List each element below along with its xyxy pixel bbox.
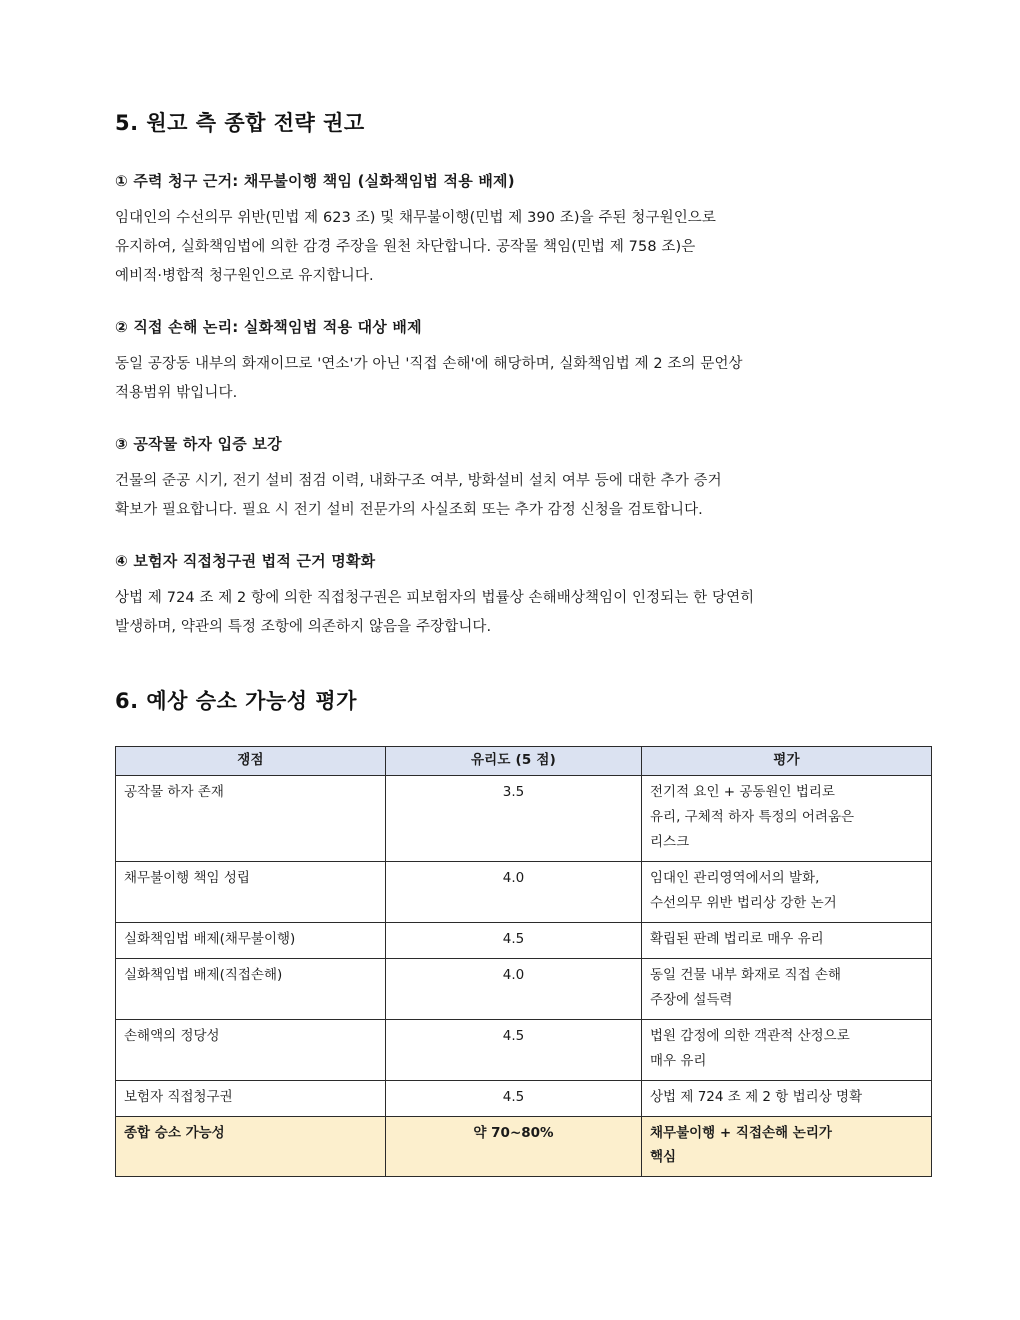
strategy-item-1-text [115,204,915,291]
cell-issue: 보험자 직접청구권 [116,1080,386,1116]
paragraph-line: 동일 공장동 내부의 화재이므로 '연소'가 아닌 '직접 손해'에 해당하며, 실화책임법 제 2 조의 문언상 [115,356,743,373]
cell-score: 4.0 [386,861,642,922]
table-row [116,775,932,861]
cell-evaluation [642,922,932,958]
cell-issue: 실화책임법 배제(채무불이행) [116,922,386,958]
paragraph-line: 적용범위 밖입니다. [115,385,238,402]
cell-issue: 손해액의 정당성 [116,1019,386,1080]
evaluation-line: 매우 유리 [650,1052,707,1069]
evaluation-line: 상법 제 724 조 제 2 항 법리상 명확 [650,1088,863,1105]
strategy-item-2-title: ② 직접 손해 논리: 실화책임법 적용 대상 배제 [115,318,422,337]
table-row [116,922,932,958]
strategy-item-3 [115,434,930,525]
cell-issue: 공작물 하자 존재 [116,775,386,861]
paragraph-line: 임대인의 수선의무 위반(민법 제 623 조) 및 채무불이행(민법 제 390 조)을 주된 청구원인으로 [115,210,717,227]
cell-evaluation [642,958,932,1019]
column-header-score: 유리도 (5 점) [386,746,642,775]
win-probability-table [115,746,932,1178]
cell-score: 3.5 [386,775,642,861]
strategy-item-2 [115,317,930,408]
table-body [116,775,932,1177]
evaluation-line: 리스크 [650,833,690,850]
evaluation-line: 유리, 구체적 하자 특정의 어려움은 [650,808,855,825]
paragraph-line: 상법 제 724 조 제 2 항에 의한 직접청구권은 피보험자의 법률상 손해배상책임이 인정되는 한 당연히 [115,590,755,607]
evaluation-line: 법원 감정에 의한 객관적 산정으로 [650,1027,850,1044]
cell-evaluation [642,1019,932,1080]
cell-evaluation [642,1116,932,1177]
paragraph-line: 건물의 준공 시기, 전기 설비 점검 이력, 내화구조 여부, 방화설비 설치 여부 등에 대한 추가 증거 [115,473,722,490]
evaluation-line: 동일 건물 내부 화재로 직접 손해 [650,966,841,983]
evaluation-line: 채무불이행 + 직접손해 논리가 [650,1124,832,1141]
paragraph-line: 유지하여, 실화책임법에 의한 감경 주장을 원천 차단합니다. 공작물 책임(민법 제 758 조)은 [115,239,696,256]
evaluation-line: 핵심 [650,1149,677,1166]
table-row [116,958,932,1019]
cell-issue: 종합 승소 가능성 [116,1116,386,1177]
strategy-item-3-title: ③ 공작물 하자 입증 보강 [115,435,282,454]
table-header-row [116,746,932,775]
table-row [116,1080,932,1116]
cell-evaluation [642,775,932,861]
table-row-total [116,1116,932,1177]
cell-issue: 채무불이행 책임 성립 [116,861,386,922]
cell-evaluation [642,861,932,922]
cell-score: 4.0 [386,958,642,1019]
paragraph-line: 확보가 필요합니다. 필요 시 전기 설비 전문가의 사실조회 또는 추가 감정 신청을 검토합니다. [115,502,703,519]
evaluation-line: 전기적 요인 + 공동원인 법리로 [650,783,835,800]
column-header-evaluation: 평가 [642,746,932,775]
section-5-body [115,171,930,642]
strategy-item-3-text [115,467,915,525]
strategy-item-1 [115,171,930,291]
column-header-issue: 쟁점 [116,746,386,775]
cell-evaluation [642,1080,932,1116]
cell-score: 약 70~80% [386,1116,642,1177]
strategy-item-4 [115,551,930,642]
evaluation-line: 확립된 판례 법리로 매우 유리 [650,930,824,947]
paragraph-line: 예비적·병합적 청구원인으로 유지합니다. [115,268,374,285]
table-row [116,1019,932,1080]
cell-score: 4.5 [386,922,642,958]
table-row [116,861,932,922]
paragraph-line: 발생하며, 약관의 특정 조항에 의존하지 않음을 주장합니다. [115,619,492,636]
cell-score: 4.5 [386,1019,642,1080]
section-6-heading: 6. 예상 승소 가능성 평가 [115,689,357,714]
evaluation-line: 수선의무 위반 법리상 강한 논거 [650,894,837,911]
section-5-heading: 5. 원고 측 종합 전략 권고 [115,111,365,135]
strategy-item-2-text [115,350,915,408]
cell-issue: 실화책임법 배제(직접손해) [116,958,386,1019]
strategy-item-1-title: ① 주력 청구 근거: 채무불이행 책임 (실화책임법 적용 배제) [115,172,515,191]
strategy-item-4-title: ④ 보험자 직접청구권 법적 근거 명확화 [115,552,376,571]
strategy-item-4-text [115,584,915,642]
evaluation-line: 주장에 설득력 [650,991,733,1008]
evaluation-line: 임대인 관리영역에서의 발화, [650,869,820,886]
cell-score: 4.5 [386,1080,642,1116]
